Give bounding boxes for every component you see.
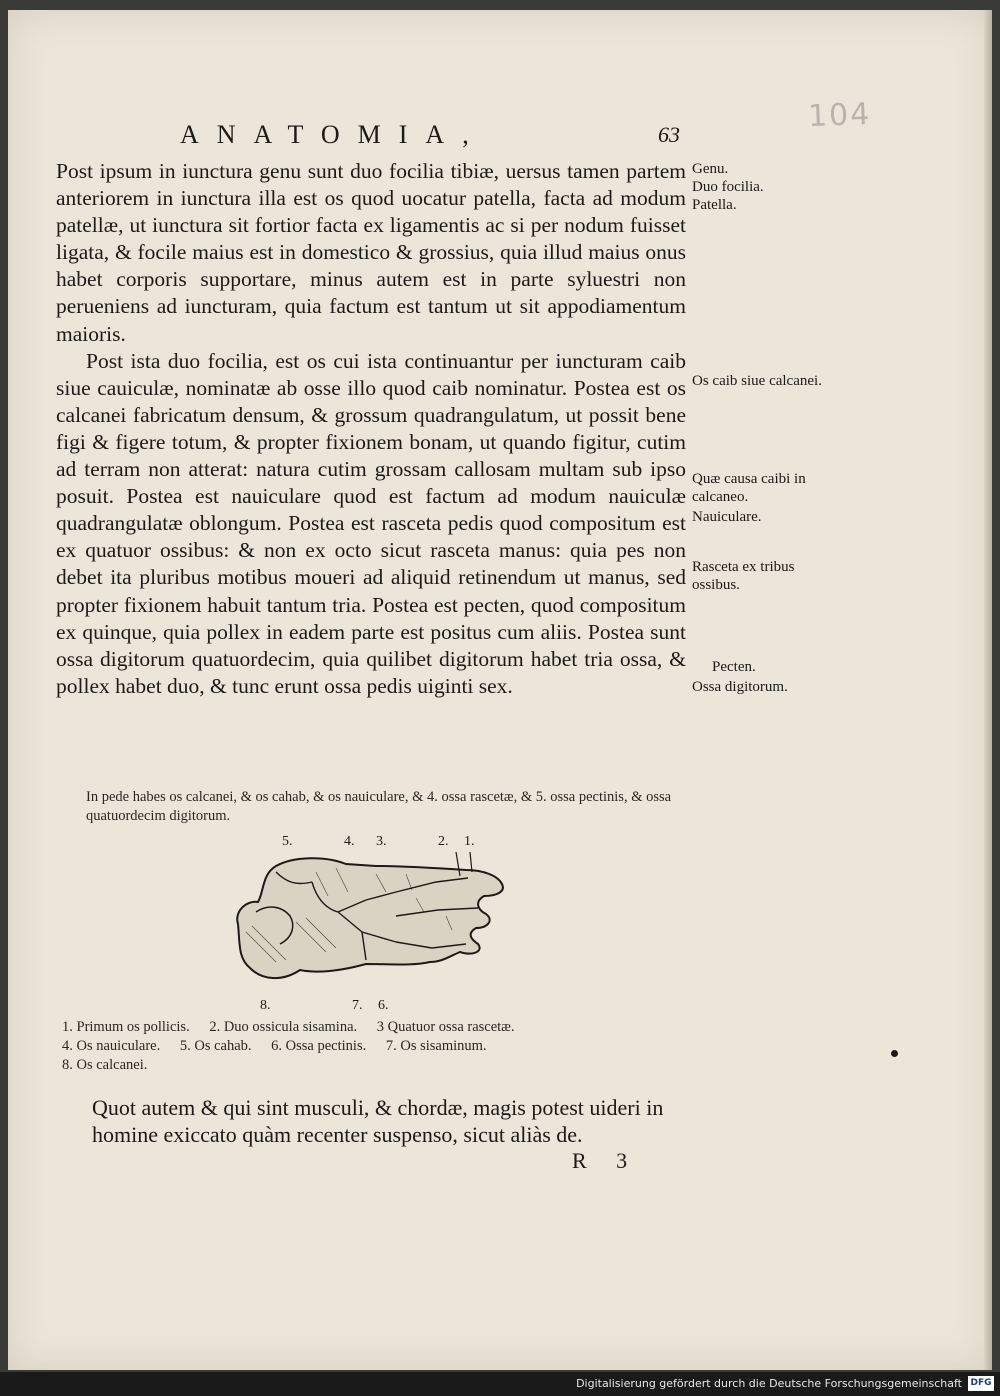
- margin-note: Patella.: [692, 197, 737, 213]
- margin-note: Genu.: [692, 161, 729, 177]
- figure-label: 6.: [378, 998, 389, 1013]
- legend-item: 2. Duo ossicula sisamina.: [209, 1019, 358, 1035]
- signature-mark: R 3: [572, 1148, 640, 1173]
- legend-item: 4. Os nauiculare.: [62, 1038, 161, 1054]
- footer-bar: [0, 1372, 1000, 1396]
- foot-bones-woodcut: [216, 834, 526, 1020]
- closing-paragraph: Quot autem & qui sint musculi, & chordæ, magis potest uideri in homine exiccato quàm recenter suspenso, sicut aliàs de.: [92, 1095, 664, 1147]
- funding-credit: Digitalisierung gefördert durch die Deutsche Forschungsgemeinschaft: [576, 1377, 962, 1390]
- page-edge: [984, 10, 992, 1370]
- legend-item: 7. Os sisaminum.: [385, 1038, 487, 1054]
- figure-label: 1.: [464, 834, 475, 849]
- figure-caption: In pede habes os calcanei, & os cahab, & os nauiculare, & 4. ossa rascetæ, & 5. ossa pectinis, & ossa quatuordecim digitorum.: [86, 789, 672, 824]
- legend-item: 3 Quatuor ossa rascetæ.: [376, 1019, 515, 1035]
- running-title: ANATOMIA,: [180, 120, 487, 149]
- legend-item: 6. Ossa pectinis.: [271, 1038, 367, 1054]
- body-text: [56, 158, 686, 700]
- figure-label: 4.: [344, 834, 355, 849]
- margin-note: Os caib siue calcanei.: [692, 373, 822, 389]
- figure-label: 8.: [260, 998, 271, 1013]
- margin-dot: [891, 1050, 898, 1057]
- margin-note: Nauiculare.: [692, 509, 762, 525]
- paragraph: Post ista duo focilia, est os cui ista continuantur per iuncturam caib siue cauiculæ, nominatæ ab osse illo quod caib nominatur. Postea est os calcanei fabricatum densum, & grossum quadrangulatum, ut possit bene figi & figere totum, & propter fixionem bonam, ut quando figitur, cutim ad terram non atterat: natura cutim grossam callosam multam sub ipso posuit. Postea est nauiculare quod est factum ad modum nauiculæ quadrangulatæ oblongum. Postea est rasceta pedis quod compositum est ex quatuor ossibus: & non ex octo sicut rasceta manus: quia pes non debet ita pluribus motibus moueri ad aliquid retinendum ut manus, sed propter fixionem habuit tantum tria. Postea est pecten, quod compositum ex quinque, quia pollex in eadem parte est positus cum aliis. Postea sunt ossa digitorum quatuordecim, quia quilibet digitorum habet tria ossa, & pollex habet duo, & tunc erunt ossa pedis uiginti sex.: [56, 348, 686, 698]
- figure-label: 5.: [282, 834, 293, 849]
- legend-item: 8. Os calcanei.: [62, 1057, 148, 1073]
- pencil-page-number: 104: [807, 96, 872, 135]
- margin-note: Quæ causa caibi in calcaneo.: [692, 471, 806, 505]
- figure-label: 2.: [438, 834, 449, 849]
- figure-label: 7.: [352, 998, 363, 1013]
- margin-note: Duo focilia.: [692, 179, 764, 195]
- paragraph: Post ipsum in iunctura genu sunt duo focilia tibiæ, uersus tamen partem anteriorem in iunctura illa est os quod uocatur patella, facta ad modum patellæ, ut iunctura sit fortior facta ex ligamentis ac si per nodum fuisset ligata, & focile maius est in domestico & grossius, quia illud maius onus habet corporis supportare, minus autem est in parte syluestri non perueniens ad iuncturam, quia factum est tantum ut sit appodiamentum maioris.: [56, 159, 686, 346]
- legend-item: 1. Primum os pollicis.: [62, 1019, 190, 1035]
- margin-note: Ossa digitorum.: [692, 679, 788, 695]
- dfg-logo: DFG: [968, 1376, 994, 1391]
- folio-number: 63: [658, 122, 680, 147]
- legend-item: 5. Os cahab.: [179, 1038, 252, 1054]
- figure-legend: [62, 1018, 690, 1075]
- page-header: [180, 120, 680, 154]
- foot-skeleton-illustration: [216, 852, 526, 992]
- figure-label: 3.: [376, 834, 387, 849]
- margin-note: Rasceta ex tribus ossibus.: [692, 559, 795, 593]
- margin-note: Pecten.: [712, 659, 756, 675]
